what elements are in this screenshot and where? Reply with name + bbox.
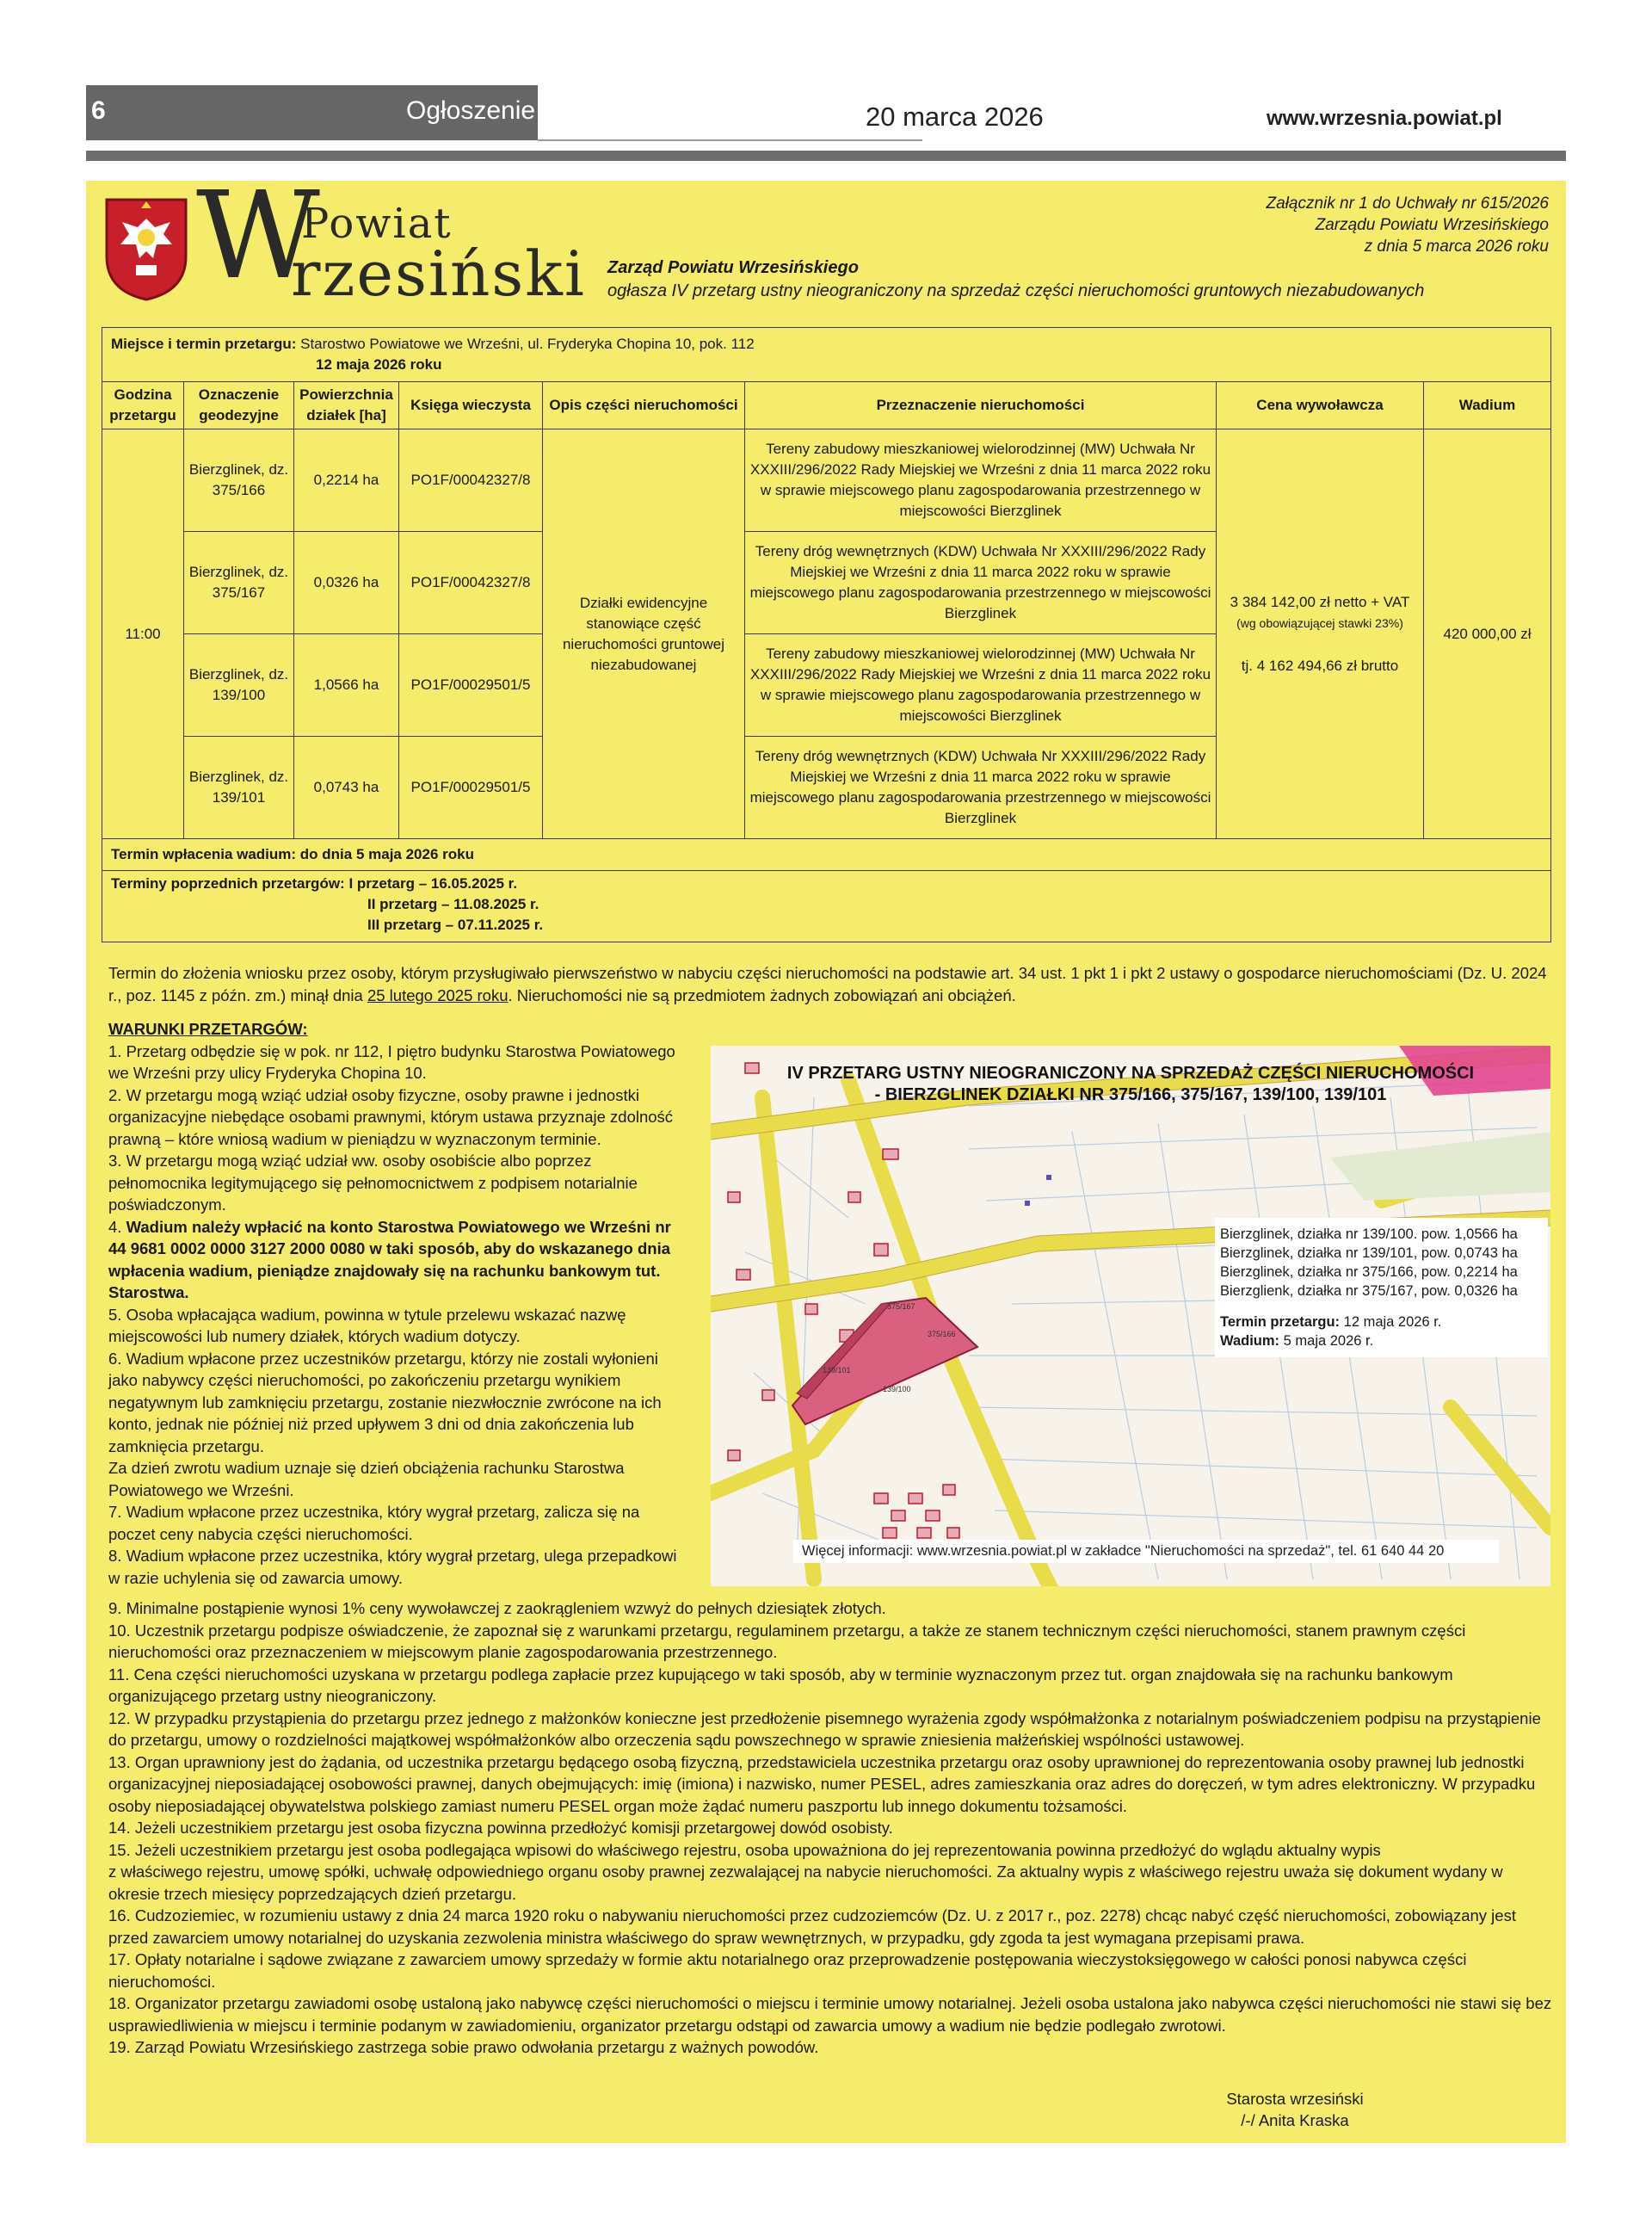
- col-header: Wadium: [1424, 382, 1551, 429]
- condition-item: 17. Opłaty notarialne i sądowe związane z zawarciem umowy sprzedaży w formie aktu notarialnego oraz przeprowadzenie postępowania wieczystoksięgowego w całości ponosi nabywca części nieruchomości.: [108, 1950, 1467, 1991]
- price-vat-note: (wg obowiązującej stawki 23%): [1236, 615, 1403, 630]
- condition-item: 16. Cudzoziemiec, w rozumieniu ustawy z dnia 24 marca 1920 roku o nabywaniu nieruchomości przez cudzoziemców (Dz. U. z 2017 r., poz. 2278) chcąc nabyć część nieruchomości, zobowiązany jest przed zawarciem umowy notarialnej do uzyskania zezwolenia ministra właściwego do spraw wewnętrznych, w przypadku, gdy zgoda ta jest wymagana przepisami prawa.: [108, 1906, 1516, 1947]
- place-cell: [102, 328, 1551, 382]
- map-title: [711, 1063, 1550, 1106]
- table-place-row: [102, 328, 1551, 382]
- conditions-column: [108, 1018, 689, 1589]
- condition-item: 9. Minimalne postąpienie wynosi 1% ceny wywoławczej z zaokrągleniem wzwyż do pełnych dziesiątek złotych.: [108, 1599, 886, 1617]
- land-register: PO1F/00029501/5: [399, 634, 543, 737]
- county-crest-icon: [103, 196, 189, 303]
- parcel-id: Bierzglinek, dz. 139/101: [184, 737, 294, 839]
- land-purpose: Tereny dróg wewnętrznych (KDW) Uchwała Nr XXXIII/296/2022 Rady Miejskiej we Wrześni z dnia 11 marca 2022 roku w sprawie miejscowego planu zagospodarowania przestrzennego w miejscowości Bierzglinek: [745, 532, 1217, 634]
- condition-item: 19. Zarząd Powiatu Wrzesińskiego zastrzega sobie prawo odwołania przetargu z ważnych powodów.: [108, 2038, 819, 2056]
- parcel-area: 1,0566 ha: [294, 634, 399, 737]
- deposit-deadline-text: Termin wpłacenia wadium: do dnia 5 maja 2026 roku: [111, 846, 474, 862]
- condition-item: 2. W przetargu mogą wziąć udział osoby fizyczne, osoby prawne i jednostki organizacyjne niebędące osobami prawnymi, którym ustawa przyznaje zdolność prawną – które wniosą wadium w pieniądzu w wyznaczonym terminie.: [108, 1085, 674, 1148]
- deposit-deadline: [102, 839, 1551, 871]
- condition-item: 8. Wadium wpłacone przez uczestnika, który wygrał przetarg, ulega przepadkowi w razie uchylenia się od zawarcia umowy.: [108, 1547, 677, 1587]
- condition-item: 14. Jeżeli uczestnikiem przetargu jest osoba fizyczna powinna przedłożyć komisji przetargowej dowód osobisty.: [108, 1819, 893, 1837]
- announcement-subject: ogłasza IV przetarg ustny nieograniczony na sprzedaż części nieruchomości gruntowych niezabudowanych: [607, 281, 1425, 300]
- condition-item: z właściwego rejestru, umowę spółki, uchwałę odpowiedniego organu osoby prawnej zezwalającej na nabycie nieruchomości. Za aktualny wypis z właściwego rejestru uważa się dokument wydany w okresie trzech miesięcy poprzedzających dzień przetargu.: [108, 1862, 1503, 1903]
- legend-term: [1220, 1313, 1543, 1331]
- map-footer: Więcej informacji: www.wrzesnia.powiat.pl w zakładce "Nieruchomości na sprzedaż", tel. 61 640 44 20: [793, 1540, 1499, 1563]
- parcel-area: 0,2214 ha: [294, 429, 399, 532]
- property-description: Działki ewidencyjne stanowiące część nieruchomości gruntowej niezabudowanej: [543, 429, 745, 839]
- condition-item: 15. Jeżeli uczestnikiem przetargu jest osoba podlegająca wpisowi do właściwego rejestru, osoba upoważniona do jej reprezentowania powinna przedłożyć do wglądu aktualny wypis: [108, 1840, 1381, 1859]
- map-legend: [1215, 1218, 1548, 1357]
- condition-item: [108, 1216, 689, 1304]
- auction-table: [102, 327, 1551, 942]
- signature: [1187, 2088, 1402, 2131]
- table-header-row: [102, 382, 1551, 429]
- condition-number: 4.: [108, 1217, 126, 1236]
- header-rule: [86, 151, 1566, 161]
- col-header: Opis części nieruchomości: [543, 382, 745, 429]
- previous-auction: II przetarg – 11.08.2025 r.: [367, 896, 539, 912]
- site-url[interactable]: www.wrzesnia.powiat.pl: [1267, 107, 1502, 130]
- legend-deposit: [1220, 1331, 1543, 1350]
- land-register: PO1F/00042327/8: [399, 532, 543, 634]
- page-number: 6: [91, 96, 106, 125]
- previous-auction: I przetarg – 16.05.2025 r.: [348, 875, 518, 892]
- legend-entry: Bierzglinek, działka nr 375/166, pow. 0,2214 ha: [1220, 1264, 1518, 1280]
- attachment-note: [1267, 193, 1549, 257]
- plot-label: 139/101: [823, 1366, 851, 1374]
- map-title-line: - BIERZGLINEK DZIAŁKI NR 375/166, 375/167, 139/100, 139/101: [874, 1085, 1387, 1104]
- plot-label: 139/100: [883, 1385, 911, 1393]
- previous-label: Terminy poprzednich przetargów:: [111, 875, 345, 892]
- deposit-label: Wadium:: [1220, 1333, 1280, 1349]
- condition-item: 12. W przypadku przystąpienia do przetargu przez jednego z małżonków konieczne jest przedłożenie pisemnego wyrażenia zgody współmałżonka z notarialnym poświadczeniem podpisu na przystąpienie do przetargu, umowy o rozdzielności majątkowej współmałżonków albo orzeczenia sądu powszechnego w sprawie zniesienia małżeńskiej wspólności ustawowej.: [108, 1708, 1541, 1749]
- parcel-id: Bierzglinek, dz. 375/167: [184, 532, 294, 634]
- plot-label: 375/167: [887, 1302, 915, 1311]
- condition-item: 5. Osoba wpłacająca wadium, powinna w tytule przelewu wskazać nazwę miejscowości lub numery działek, których wadium dotyczy.: [108, 1305, 626, 1345]
- notice-text: . Nieruchomości nie są przedmiotem żadnych zobowiązań ani obciążeń.: [508, 985, 1016, 1004]
- land-register: PO1F/00029501/5: [399, 737, 543, 839]
- place-value: Starostwo Powiatowe we Wrześni, ul. Fryderyka Chopina 10, pok. 112: [300, 336, 755, 352]
- signature-name: /-/ Anita Kraska: [1241, 2111, 1349, 2129]
- attachment-line: Załącznik nr 1 do Uchwały nr 615/2026: [1266, 195, 1549, 213]
- location-map: [711, 1046, 1550, 1586]
- place-date: 12 maja 2026 roku: [316, 356, 442, 373]
- col-header: Godzina przetargu: [102, 382, 184, 429]
- conditions-continued: [108, 1597, 1554, 2059]
- col-header: Przeznaczenie nieruchomości: [745, 382, 1217, 429]
- parcel-id: Bierzglinek, dz. 139/100: [184, 634, 294, 737]
- condition-item: 13. Organ uprawniony jest do żądania, od uczestnika przetargu będącego osobą fizyczną, przedstawiciela uczestnika przetargu oraz osoby uprawnionej do reprezentowania osoby prawnej lub jednostki organizacyjnej nieposiadającej osobowości prawnej, danych obejmujących: imię (imiona) i nazwisko, numer PESEL, adres zamieszkania oraz adres do doręczeń, w tym adres elektroniczny. W przypadku osoby nieposiadającej obywatelstwa polskiego zamiast numeru PESEL organ może żądać numeru paszportu lub innego dokumentu tożsamości.: [108, 1752, 1536, 1815]
- col-header: Powierzchnia działek [ha]: [294, 382, 399, 429]
- legend-entry: Bierzglinek, działka nr 139/101, pow. 0,0743 ha: [1220, 1245, 1518, 1261]
- notice-date: 25 lutego 2025 roku: [367, 985, 509, 1004]
- condition-item: 7. Wadium wpłacone przez uczestnika, który wygrał przetarg, zalicza się na poczet ceny nabycia części nieruchomości.: [108, 1503, 640, 1543]
- logo-county-name: rzesiński: [291, 238, 586, 310]
- land-purpose: Tereny zabudowy mieszkaniowej wielorodzinnej (MW) Uchwała Nr XXXIII/296/2022 Rady Miejskiej we Wrześni z dnia 11 marca 2022 roku w sprawie miejscowego planu zagospodarowania przestrzennego w miejscowości Bierzglinek: [745, 634, 1217, 737]
- section-name: Ogłoszenie: [406, 96, 536, 125]
- legend-entry: Bierzglienk, działka nr 375/167, pow. 0,0326 ha: [1220, 1283, 1518, 1299]
- plot-label: 375/166: [928, 1330, 956, 1338]
- condition-item: Za dzień zwrotu wadium uznaje się dzień obciążenia rachunku Starostwa Powiatowego we Wrześni.: [108, 1459, 625, 1499]
- col-header: Oznaczenie geodezyjne: [184, 382, 294, 429]
- attachment-line: z dnia 5 marca 2026 roku: [1364, 238, 1549, 256]
- parcel-id: Bierzglinek, dz. 375/166: [184, 429, 294, 532]
- signature-title: Starosta wrzesiński: [1226, 2090, 1364, 2108]
- condition-item: 18. Organizator przetargu zawiadomi osobę ustaloną jako nabywcę części nieruchomości o miejscu i terminie umowy notarialnej. Jeżeli osoba ustalona jako nabywca części nieruchomości nie stawi się bez usprawiedliwienia w miejscu i terminie podanym w zawiadomieniu, organizator przetargu odstąpi od zawarcia umowy a wadium nie będzie podlegało zwrotowi.: [108, 1994, 1552, 2035]
- logo-powiat: Powiat: [301, 200, 453, 248]
- attachment-line: Zarządu Powiatu Wrzesińskiego: [1315, 216, 1549, 234]
- col-header: Księga wieczysta: [399, 382, 543, 429]
- notice-text: Termin do złożenia wniosku przez osoby, którym przysługiwało pierwszeństwo w nabyciu części nieruchomości na podstawie art. 34 ust. 1 pkt 1 i pkt 2 ustawy o gospodarce nieruchomościami (Dz. U. 2024 r., poz. 1145 z późn. zm.) minął dnia: [108, 964, 1547, 1004]
- term-label: Termin przetargu:: [1220, 1314, 1341, 1330]
- place-label: Miejsce i termin przetargu:: [111, 336, 297, 352]
- term-value: 12 maja 2026 r.: [1343, 1314, 1442, 1330]
- bank-account-condition: Wadium należy wpłacić na konto Starostwa Powiatowego we Wrześni nr 44 9681 0002 0000 3127 2000 0080 w taki sposób, aby do wskazanego dnia wpłacenia wadium, pieniądze znajdowały się na rachunku bankowym tut. Starostwa.: [108, 1217, 671, 1301]
- issue-date: 20 marca 2026: [866, 102, 1044, 132]
- table-row: [102, 429, 1551, 532]
- condition-item: 11. Cena części nieruchomości uzyskana w przetargu podlega zapłacie przez kupującego w taki sposób, aby w terminie wyznaczonym przez tut. organ znajdowała się na rachunku bankowym organizującego przetarg ustny nieograniczony.: [108, 1665, 1453, 1705]
- price-gross: tj. 4 162 494,66 zł brutto: [1241, 657, 1399, 674]
- previous-auction: III przetarg – 07.11.2025 r.: [367, 917, 544, 933]
- deposit-deadline-row: [102, 839, 1551, 871]
- conditions-heading: WARUNKI PRZETARGÓW:: [108, 1020, 308, 1038]
- announcer-name: Zarząd Powiatu Wrzesińskiego: [607, 258, 859, 277]
- map-title-line: IV PRZETARG USTNY NIEOGRANICZONY NA SPRZEDAŻ CZĘŚCI NIERUCHOMOŚCI: [786, 1064, 1475, 1083]
- auction-hour: 11:00: [102, 429, 184, 839]
- col-header: Cena wywoławcza: [1217, 382, 1424, 429]
- deposit-amount: 420 000,00 zł: [1424, 429, 1551, 839]
- land-purpose: Tereny zabudowy mieszkaniowej wielorodzinnej (MW) Uchwała Nr XXXIII/296/2022 Rady Miejskiej we Wrześni z dnia 11 marca 2022 roku w sprawie miejscowego planu zagospodarowania przestrzennego w miejscowości Bierzglinek: [745, 429, 1217, 532]
- parcel-area: 0,0743 ha: [294, 737, 399, 839]
- priority-notice: [108, 962, 1554, 1006]
- condition-item: 3. W przetargu mogą wziąć udział ww. osoby osobiście albo poprzez pełnomocnika legitymującego się pełnomocnictwem z podpisem notarialnie poświadczonym.: [108, 1152, 638, 1214]
- condition-item: 1. Przetarg odbędzie się w pok. nr 112, I piętro budynku Starostwa Powiatowego we Wrześni przy ulicy Fryderyka Chopina 10.: [108, 1041, 675, 1082]
- condition-item: 10. Uczestnik przetargu podpisze oświadczenie, że zapoznał się z warunkami przetargu, regulaminem przetargu, a także ze stanem technicznym części nieruchomości, stanem prawnym części nieruchomości oraz przeznaczeniem w miejscowym planie zagospodarowania przestrzennego.: [108, 1621, 1466, 1661]
- deposit-value: 5 maja 2026 r.: [1283, 1333, 1374, 1349]
- price-net: 3 384 142,00 zł netto + VAT: [1230, 593, 1410, 610]
- previous-auctions: [102, 871, 1551, 942]
- condition-item: 6. Wadium wpłacone przez uczestników przetargu, którzy nie zostali wyłonieni jako nabywcy części nieruchomości, po zakończeniu przetargu wynikiem negatywnym lub zamknięciu przetargu, zostanie niezwłocznie zwrócone na ich konto, jednak nie później niż przed upływem 3 dni od dnia zakończenia lub zamknięcia przetargu.: [108, 1349, 662, 1455]
- land-purpose: Tereny dróg wewnętrznych (KDW) Uchwała Nr XXXIII/296/2022 Rady Miejskiej we Wrześni z dnia 11 marca 2022 roku w sprawie miejscowego planu zagospodarowania przestrzennego w miejscowości Bierzglinek: [745, 737, 1217, 839]
- previous-auctions-row: [102, 871, 1551, 942]
- land-register: PO1F/00042327/8: [399, 429, 543, 532]
- parcel-area: 0,0326 ha: [294, 532, 399, 634]
- legend-entry: Bierzglinek, działka nr 139/100. pow. 1,0566 ha: [1220, 1226, 1518, 1242]
- logo-initial: W: [196, 166, 317, 306]
- header-underline: [538, 139, 922, 141]
- starting-price: [1217, 429, 1424, 839]
